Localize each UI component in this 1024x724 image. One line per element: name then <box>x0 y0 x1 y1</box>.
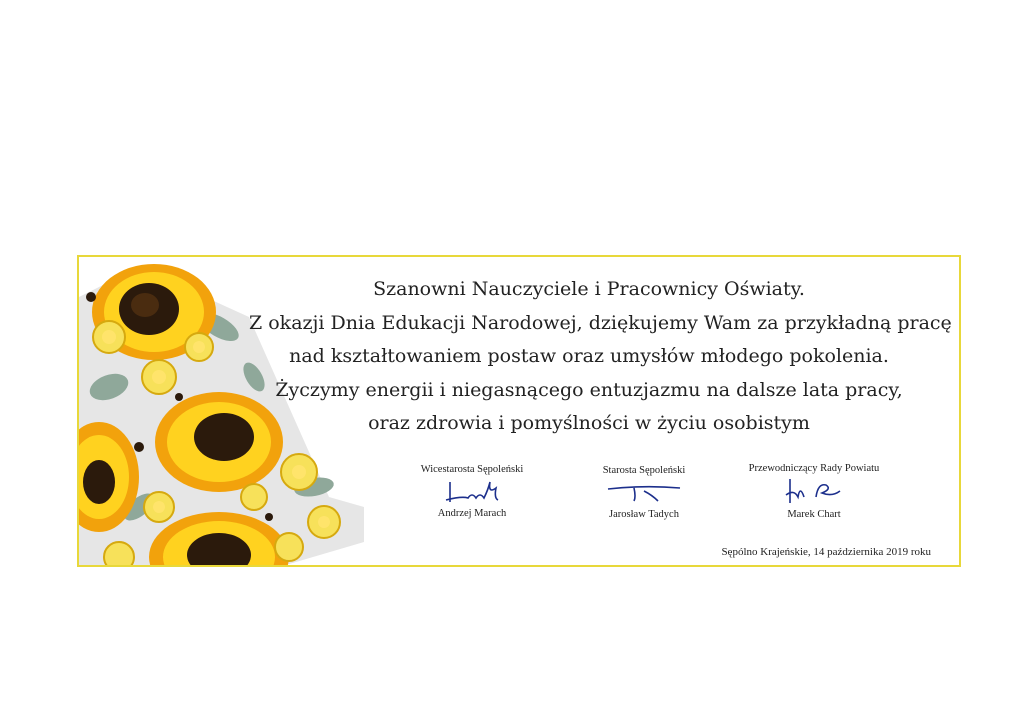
signatory-role: Starosta Sępoleński <box>602 465 686 476</box>
message-line: Szanowni Nauczyciele i Pracownicy Oświaty. <box>373 278 805 300</box>
place-and-date: Sępólno Krajeńskie, 14 października 2019 roku <box>721 546 931 558</box>
signature-block-starost <box>569 465 719 520</box>
signatory-name: Andrzej Marach <box>437 508 507 519</box>
signature-block-vice-starost <box>397 464 547 519</box>
signatory-role: Przewodniczący Rady Powiatu <box>748 463 880 474</box>
handwritten-signature <box>442 478 502 504</box>
handwritten-signature <box>782 477 846 505</box>
signature-block-council-chairman <box>729 463 899 520</box>
greeting-card <box>77 255 961 567</box>
signatory-role: Wicestarosta Sępoleński <box>420 464 524 475</box>
message-line: Życzymy energii i niegasnącego entuzjazmu na dalsze lata pracy, <box>275 378 903 401</box>
message-line: oraz zdrowia i pomyślności w życiu osobistym <box>368 412 810 434</box>
greeting-message <box>249 273 952 441</box>
signatory-name: Marek Chart <box>787 509 841 520</box>
signatory-name: Jarosław Tadych <box>609 509 679 520</box>
message-line: Z okazji Dnia Edukacji Narodowej, dziękujemy Wam za przykładną pracę <box>249 311 952 334</box>
message-line: nad kształtowaniem postaw oraz umysłów młodego pokolenia. <box>289 345 889 367</box>
handwritten-signature <box>604 479 684 505</box>
